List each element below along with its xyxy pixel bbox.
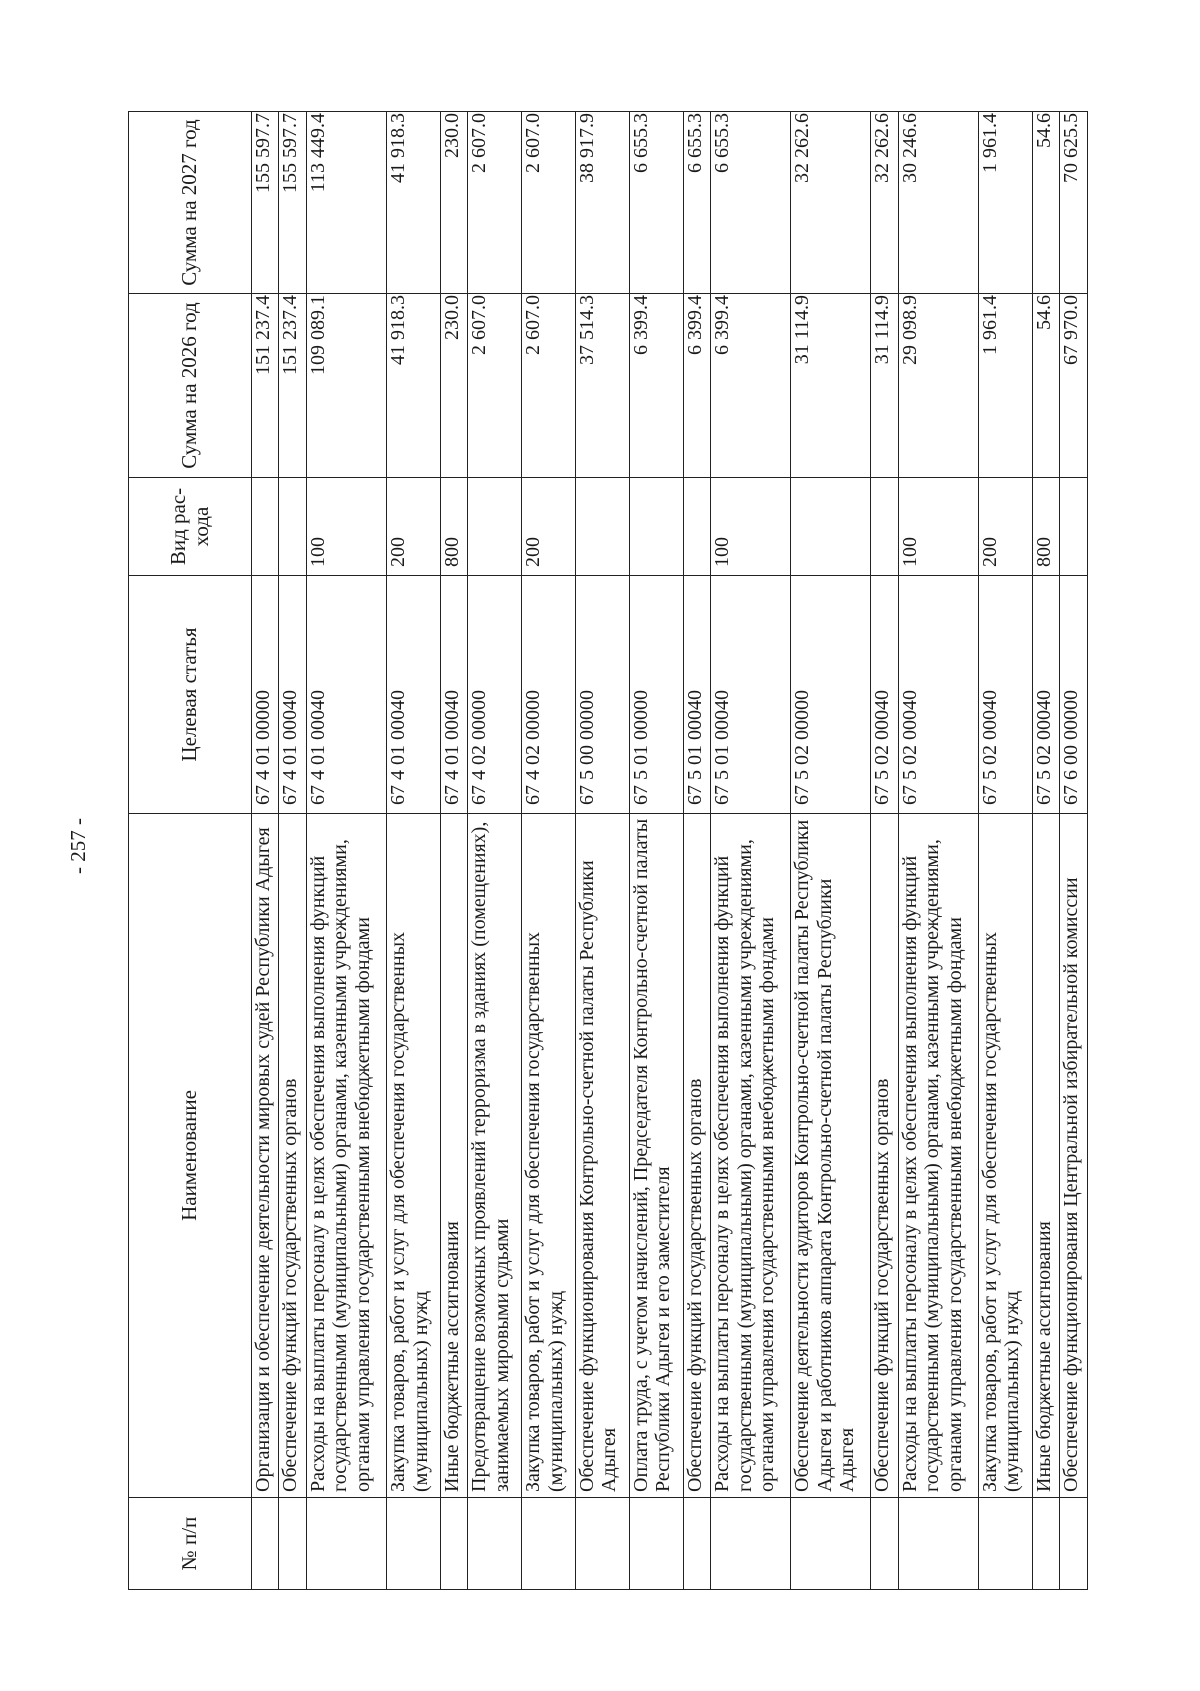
table-row [898, 112, 978, 1590]
row-num [576, 1498, 630, 1590]
row-target-code: 67 5 01 00040 [711, 576, 791, 814]
row-expense-kind: 200 [522, 478, 576, 576]
table-row [252, 112, 279, 1590]
header-code: Целевая статья [129, 576, 252, 814]
row-sum-2027: 6 655.3 [711, 112, 791, 294]
row-sum-2027: 2 607.0 [468, 112, 522, 294]
table-row [629, 112, 683, 1590]
row-sum-2027: 41 918.3 [387, 112, 441, 294]
row-name: Расходы на выплаты персоналу в целях обеспечения выполнения функций государственными (муниципальными) органами, казенными учреждениями, органами управления государственными внебюджетными фондами [711, 814, 791, 1498]
row-expense-kind: 200 [979, 478, 1033, 576]
row-expense-kind [1060, 478, 1088, 576]
row-name: Обеспечение функционирования Контрольно-счетной палаты Республики Адыгея [576, 814, 630, 1498]
row-target-code: 67 4 02 00000 [468, 576, 522, 814]
row-target-code: 67 6 00 00000 [1060, 576, 1088, 814]
row-sum-2027: 38 917.9 [576, 112, 630, 294]
row-name: Обеспечение функционирования Центральной избирательной комиссии [1060, 814, 1088, 1498]
row-name: Организация и обеспечение деятельности мировых судей Республики Адыгея [252, 814, 279, 1498]
table-row [711, 112, 791, 1590]
row-name: Обеспечение функций государственных органов [279, 814, 306, 1498]
row-num [522, 1498, 576, 1590]
table-header-row [129, 112, 252, 1590]
row-sum-2026: 67 970.0 [1060, 294, 1088, 478]
row-target-code: 67 4 02 00000 [522, 576, 576, 814]
row-expense-kind: 100 [711, 478, 791, 576]
row-sum-2027: 113 449.4 [306, 112, 386, 294]
row-sum-2026: 41 918.3 [387, 294, 441, 478]
row-sum-2027: 70 625.5 [1060, 112, 1088, 294]
row-sum-2027: 230.0 [440, 112, 467, 294]
row-num [440, 1498, 467, 1590]
row-name: Расходы на выплаты персоналу в целях обеспечения выполнения функций государственными (муниципальными) органами, казенными учреждениями, органами управления государственными внебюджетными фондами [898, 814, 978, 1498]
table-row [440, 112, 467, 1590]
budget-table [128, 111, 1088, 1590]
row-sum-2027: 155 597.7 [252, 112, 279, 294]
row-sum-2026: 6 399.4 [629, 294, 683, 478]
row-sum-2026: 37 514.3 [576, 294, 630, 478]
row-target-code: 67 4 01 00040 [387, 576, 441, 814]
row-expense-kind [871, 478, 898, 576]
table-row [871, 112, 898, 1590]
row-name: Обеспечение деятельности аудиторов Контрольно-счетной палаты Республики Адыгея и работников аппарата Контрольно-счетной палаты Республики Адыгея [791, 814, 871, 1498]
row-sum-2027: 2 607.0 [522, 112, 576, 294]
header-sum-2027: Сумма на 2027 год [129, 112, 252, 294]
row-name: Иные бюджетные ассигнования [440, 814, 467, 1498]
row-name: Расходы на выплаты персоналу в целях обеспечения выполнения функций государственными (муниципальными) органами, казенными учреждениями, органами управления государственными внебюджетными фондами [306, 814, 386, 1498]
row-expense-kind: 200 [387, 478, 441, 576]
row-num [629, 1498, 683, 1590]
row-target-code: 67 5 00 00000 [576, 576, 630, 814]
row-num [979, 1498, 1033, 1590]
row-name: Обеспечение функций государственных органов [683, 814, 710, 1498]
row-name: Иные бюджетные ассигнования [1032, 814, 1059, 1498]
row-num [791, 1498, 871, 1590]
row-target-code: 67 4 01 00040 [279, 576, 306, 814]
row-sum-2026: 54.6 [1032, 294, 1059, 478]
row-name: Оплата труда, с учетом начислений, Председателя Контрольно-счетной палаты Республики Адыгея и его заместителя [629, 814, 683, 1498]
row-num [387, 1498, 441, 1590]
row-expense-kind [576, 478, 630, 576]
row-name: Закупка товаров, работ и услуг для обеспечения государственных (муниципальных) нужд [387, 814, 441, 1498]
row-sum-2026: 109 089.1 [306, 294, 386, 478]
table-row [387, 112, 441, 1590]
rotated-table-wrapper [128, 112, 1088, 1590]
header-kind: Вид рас- хода [129, 478, 252, 576]
row-sum-2026: 230.0 [440, 294, 467, 478]
row-expense-kind [279, 478, 306, 576]
row-sum-2026: 6 399.4 [711, 294, 791, 478]
row-sum-2027: 54.6 [1032, 112, 1059, 294]
row-expense-kind: 100 [306, 478, 386, 576]
header-name: Наименование [129, 814, 252, 1498]
row-sum-2026: 2 607.0 [468, 294, 522, 478]
row-target-code: 67 5 01 00000 [629, 576, 683, 814]
row-name: Обеспечение функций государственных органов [871, 814, 898, 1498]
row-expense-kind: 100 [898, 478, 978, 576]
row-sum-2026: 151 237.4 [279, 294, 306, 478]
row-num [468, 1498, 522, 1590]
table-row [791, 112, 871, 1590]
row-expense-kind [683, 478, 710, 576]
row-target-code: 67 5 02 00040 [898, 576, 978, 814]
row-num [1032, 1498, 1059, 1590]
row-num [1060, 1498, 1088, 1590]
row-target-code: 67 5 01 00040 [683, 576, 710, 814]
row-expense-kind: 800 [440, 478, 467, 576]
row-sum-2026: 151 237.4 [252, 294, 279, 478]
row-name: Предотвращение возможных проявлений терроризма в зданиях (помещениях), занимаемых мировыми судьями [468, 814, 522, 1498]
row-sum-2026: 1 961.4 [979, 294, 1033, 478]
row-num [871, 1498, 898, 1590]
row-expense-kind [468, 478, 522, 576]
row-expense-kind [252, 478, 279, 576]
table-row [979, 112, 1033, 1590]
row-sum-2027: 32 262.6 [791, 112, 871, 294]
row-target-code: 67 4 01 00040 [306, 576, 386, 814]
row-sum-2026: 6 399.4 [683, 294, 710, 478]
row-num [711, 1498, 791, 1590]
row-target-code: 67 5 02 00040 [979, 576, 1033, 814]
table-row [279, 112, 306, 1590]
row-name: Закупка товаров, работ и услуг для обеспечения государственных (муниципальных) нужд [979, 814, 1033, 1498]
row-expense-kind: 800 [1032, 478, 1059, 576]
row-name: Закупка товаров, работ и услуг для обеспечения государственных (муниципальных) нужд [522, 814, 576, 1498]
table-row [683, 112, 710, 1590]
header-num: № п/п [129, 1498, 252, 1590]
table-row [522, 112, 576, 1590]
row-expense-kind [629, 478, 683, 576]
row-sum-2027: 1 961.4 [979, 112, 1033, 294]
row-target-code: 67 5 02 00040 [1032, 576, 1059, 814]
row-sum-2027: 6 655.3 [629, 112, 683, 294]
table-row [1032, 112, 1059, 1590]
row-target-code: 67 5 02 00000 [791, 576, 871, 814]
row-num [252, 1498, 279, 1590]
budget-sheet [128, 112, 1088, 1590]
row-num [279, 1498, 306, 1590]
row-num [306, 1498, 386, 1590]
table-row [1060, 112, 1088, 1590]
row-sum-2027: 155 597.7 [279, 112, 306, 294]
row-target-code: 67 4 01 00000 [252, 576, 279, 814]
row-sum-2027: 6 655.3 [683, 112, 710, 294]
header-sum-2026: Сумма на 2026 год [129, 294, 252, 478]
row-expense-kind [791, 478, 871, 576]
row-sum-2027: 32 262.6 [871, 112, 898, 294]
row-sum-2026: 31 114.9 [871, 294, 898, 478]
row-num [683, 1498, 710, 1590]
row-num [898, 1498, 978, 1590]
row-sum-2026: 29 098.9 [898, 294, 978, 478]
table-row [576, 112, 630, 1590]
page-number: - 257 - [66, 818, 90, 874]
table-row [468, 112, 522, 1590]
row-target-code: 67 4 01 00040 [440, 576, 467, 814]
row-target-code: 67 5 02 00040 [871, 576, 898, 814]
table-row [306, 112, 386, 1590]
row-sum-2026: 2 607.0 [522, 294, 576, 478]
row-sum-2027: 30 246.6 [898, 112, 978, 294]
row-sum-2026: 31 114.9 [791, 294, 871, 478]
